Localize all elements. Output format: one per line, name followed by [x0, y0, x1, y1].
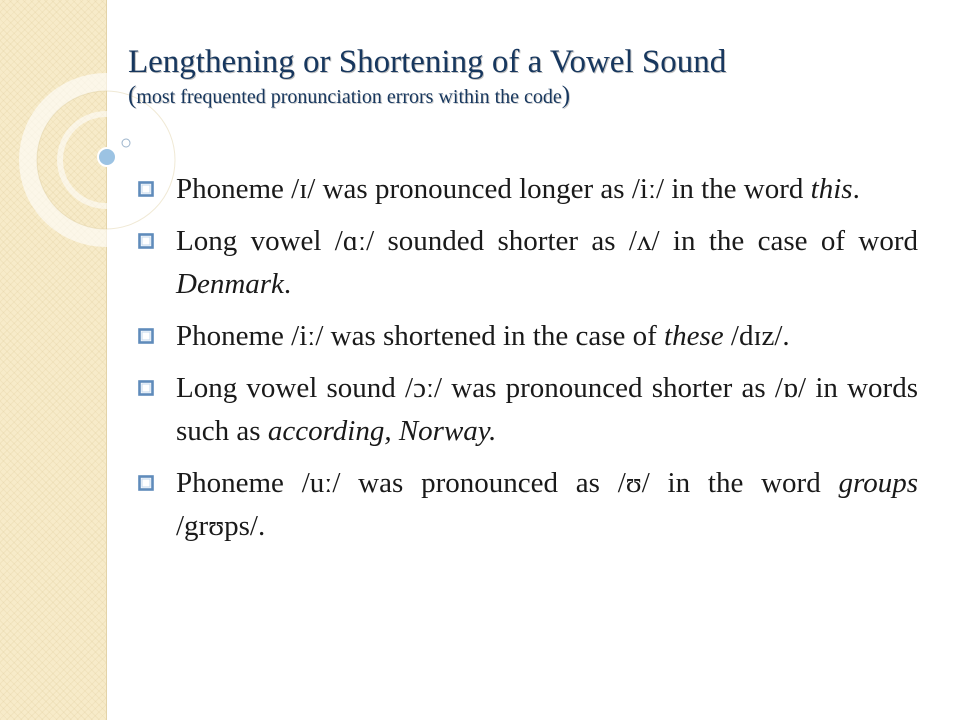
bullet-text-segment: Long vowel sound /ɔː/ was pronounced shorter as /ɒ/ in words such as	[176, 372, 918, 447]
small-ring-dot	[122, 139, 130, 147]
bullet-text	[176, 467, 918, 542]
slide-subtitle	[128, 82, 928, 111]
bullet-list	[136, 168, 918, 557]
subtitle-close-paren: )	[561, 82, 571, 109]
bullet-item	[136, 168, 918, 211]
bullet-italic-word: according, Norway.	[267, 415, 497, 447]
bullet-item	[136, 220, 918, 306]
bullet-text	[176, 225, 918, 300]
bullet-text	[176, 320, 790, 352]
bullet-italic-word: this	[810, 173, 853, 205]
bullet-text-segment: .	[283, 268, 292, 300]
blue-dot	[98, 148, 116, 166]
bullet-text-segment: Phoneme /ɪ/ was pronounced longer as /iː/ in the word	[176, 173, 811, 205]
subtitle-open-paren: (	[128, 82, 137, 109]
hollow-square-bullet-icon	[136, 473, 156, 493]
bullet-text-segment: Phoneme /uː/ was pronounced as /ʊ/ in the word	[176, 467, 839, 499]
hollow-square-bullet-icon	[136, 231, 156, 251]
bullet-text	[176, 372, 918, 447]
hollow-square-bullet-icon	[136, 378, 156, 398]
slide-title-block	[128, 42, 928, 111]
bullet-item	[136, 315, 918, 358]
bullet-text	[176, 173, 860, 205]
bullet-text-segment: /grʊps/.	[176, 510, 266, 542]
bullet-item	[136, 367, 918, 453]
bullet-text-segment: /dɪz/.	[723, 320, 790, 352]
slide-title: Lengthening or Shortening of a Vowel Sound	[128, 44, 727, 80]
hollow-square-bullet-icon	[136, 326, 156, 346]
bullet-italic-word: Denmark	[176, 268, 284, 300]
bullet-item	[136, 462, 918, 548]
bullet-italic-word: these	[664, 320, 724, 352]
bullet-text-segment: Phoneme /iː/ was shortened in the case of	[176, 320, 665, 352]
bullet-italic-word: groups	[838, 467, 918, 499]
bullet-text-segment: Long vowel /ɑː/ sounded shorter as /ʌ/ in the case of word	[176, 225, 918, 257]
hollow-square-bullet-icon	[136, 179, 156, 199]
subtitle-text: most frequented pronunciation errors within the code	[136, 86, 562, 108]
bullet-text-segment: .	[852, 173, 860, 205]
